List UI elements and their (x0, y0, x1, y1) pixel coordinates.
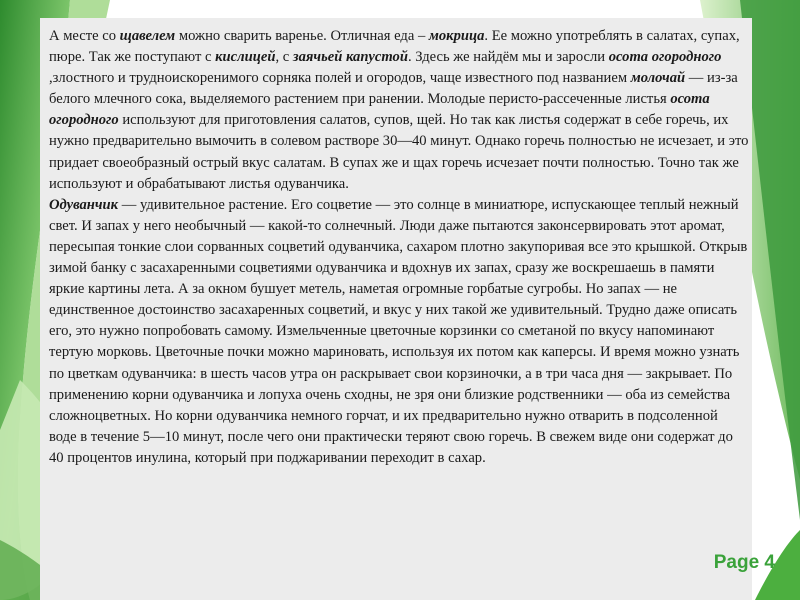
text-run: можно сварить варенье. Отличная еда – (175, 28, 429, 44)
body-text (49, 26, 749, 469)
page-number-label: Page 4 (713, 552, 775, 573)
text-run: используют для приготовления салатов, супов, щей. Но так как листья содержат в себе горечь, их нужно предварительно вымочить в солевом растворе 30—40 минут. Однако горечь полностью не исчезает, и это придает своеобразный острый вкус салатам. В супах же и щах горечь исчезает почти полностью. Точно так же используют и обрабатывают листья одуванчика. (49, 112, 749, 192)
paragraph (49, 26, 749, 195)
text-run: ,злостного и трудноискоренимого сорняка полей и огородов, чаще известного под названием (49, 70, 631, 87)
emphasized-term: щавелем (119, 28, 176, 44)
emphasized-term: заячьей капустой (292, 49, 408, 66)
emphasized-term: осота огородного (608, 49, 722, 66)
emphasized-term: осота огородного (49, 91, 710, 129)
emphasized-term: Одуванчик (49, 196, 119, 213)
paragraph (49, 195, 749, 469)
text-run: . Здесь же найдём мы и заросли (407, 49, 609, 66)
emphasized-term: кислицей (215, 49, 276, 66)
emphasized-term: мокрица (428, 28, 485, 44)
emphasized-term: молочай (630, 70, 686, 87)
text-run: — из-за белого млечного сока, выделяемого растением при ранении. Молодые перисто-рассеченные листья (49, 70, 738, 108)
text-run: — удивительное растение. Его соцветие — это солнце в миниатюре, испускающее теплый нежный свет. И запах у него необычный — какой-то солнечный. Люди даже пытаются законсервировать этот аромат, пересыпая тонкие слои сорванных соцветий одуванчика, сахаром плотно закупоривая все это крышкой. Открыв зимой банку с засахаренными соцветиями одуванчика и вдохнув их запах, сразу же воскрешаешь в памяти яркие картины лета. А за окном бушует метель, наметая огромные горбатые сугробы. Но запах — не единственное достоинство засахаренных соцветий, и вкус у них такой же удивительный. Трудно даже описать его, это нужно попробовать самому. Измельченные цветочные корзинки со сметаной по вкусу напоминают тертую морковь. Цветочные почки можно мариновать, используя их потом как каперсы. И время можно узнать по цветкам одуванчика: в шесть часов утра он раскрывает свои корзиночки, а в три часа дня — закрывает. По применению корни одуванчика и лопуха очень сходны, не зря они близкие родственники — оба из семейства сложноцветных. Но корни одуванчика немного горчат, и их предварительно нужно отварить в подсоленной воде в течение 5—10 минут, после чего они практически теряют свою горечь. В свежем виде они содержат до 40 процентов инулина, который при поджаривании переходит в сахар. (49, 196, 748, 466)
text-run: , с (275, 49, 293, 66)
text-run: . Ее можно употреблять в салатах, супах, пюре. Так же поступают с (49, 28, 740, 66)
text-run: А месте со (49, 28, 120, 44)
